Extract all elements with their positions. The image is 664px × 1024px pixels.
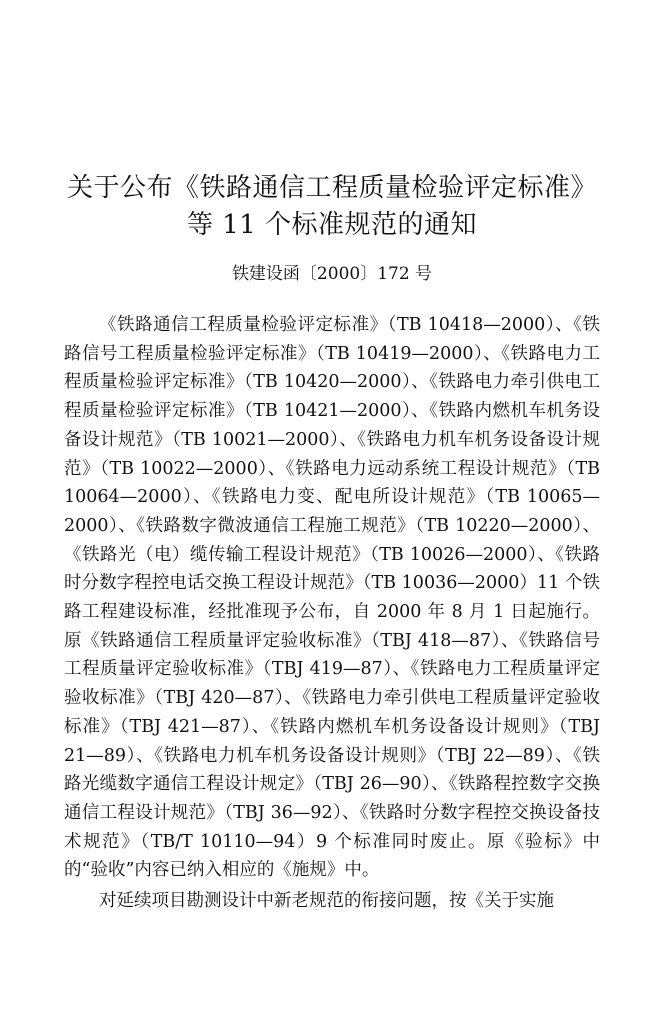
body-paragraph-2: 对延续项目勘测设计中新老规范的衔接问题，按《关于实施 <box>99 891 554 912</box>
document-body <box>64 311 600 916</box>
body-paragraph-1: 《铁路通信工程质量检验评定标准》（TB 10418—2000）、《铁路信号工程质量检验评定标准》（TB 10419—2000）、《铁路电力工程质量检验评定标准》（TB 10420—2000）、《铁路电力牵引供电工程质量检验评定标准》（TB 10421—2000）、《铁路内燃机车机务设备设计规范》（TB 10021—2000）、《铁路电力机车机务设备设计规范》（TB 10022—2000）、《铁路电力远动系统工程设计规范》（TB 10064—2000）、《铁路电力变、配电所设计规范》（TB 10065—2000）、《铁路数字微波通信工程施工规范》（TB 10220—2000）、《铁路光（电）缆传输工程设计规范》（TB 10026—2000）、《铁路时分数字程控电话交换工程设计规范》（TB 10036—2000）11 个铁路工程建设标准，经批准现予公布，自 2000 年 8 月 1 日起施行。原《铁路通信工程质量评定验收标准》（TBJ 418—87）、《铁路信号工程质量评定验收标准》（TBJ 419—87）、《铁路电力工程质量评定验收标准》（TBJ 420—87）、《铁路电力牵引供电工程质量评定验收标准》（TBJ 421—87）、《铁路内燃机车机务设备设计规则》（TBJ 21—89）、《铁路电力机车机务设备设计规则》（TBJ 22—89）、《铁路光缆数字通信工程设计规定》（TBJ 26—90）、《铁路程控数字交换通信工程设计规范》（TBJ 36—92）、《铁路时分数字程控交换设备技术规范》（TB/T 10110—94）9 个标准同时废止。原《验标》中的“验收”内容已纳入相应的《施规》中。 <box>64 315 600 881</box>
document-number: 铁建设函〔2000〕172 号 <box>231 264 433 284</box>
document-title-line-2: 等 11 个标准规范的通知 <box>186 210 478 240</box>
document-title-line-1: 关于公布《铁路通信工程质量检验评定标准》 <box>66 173 597 203</box>
